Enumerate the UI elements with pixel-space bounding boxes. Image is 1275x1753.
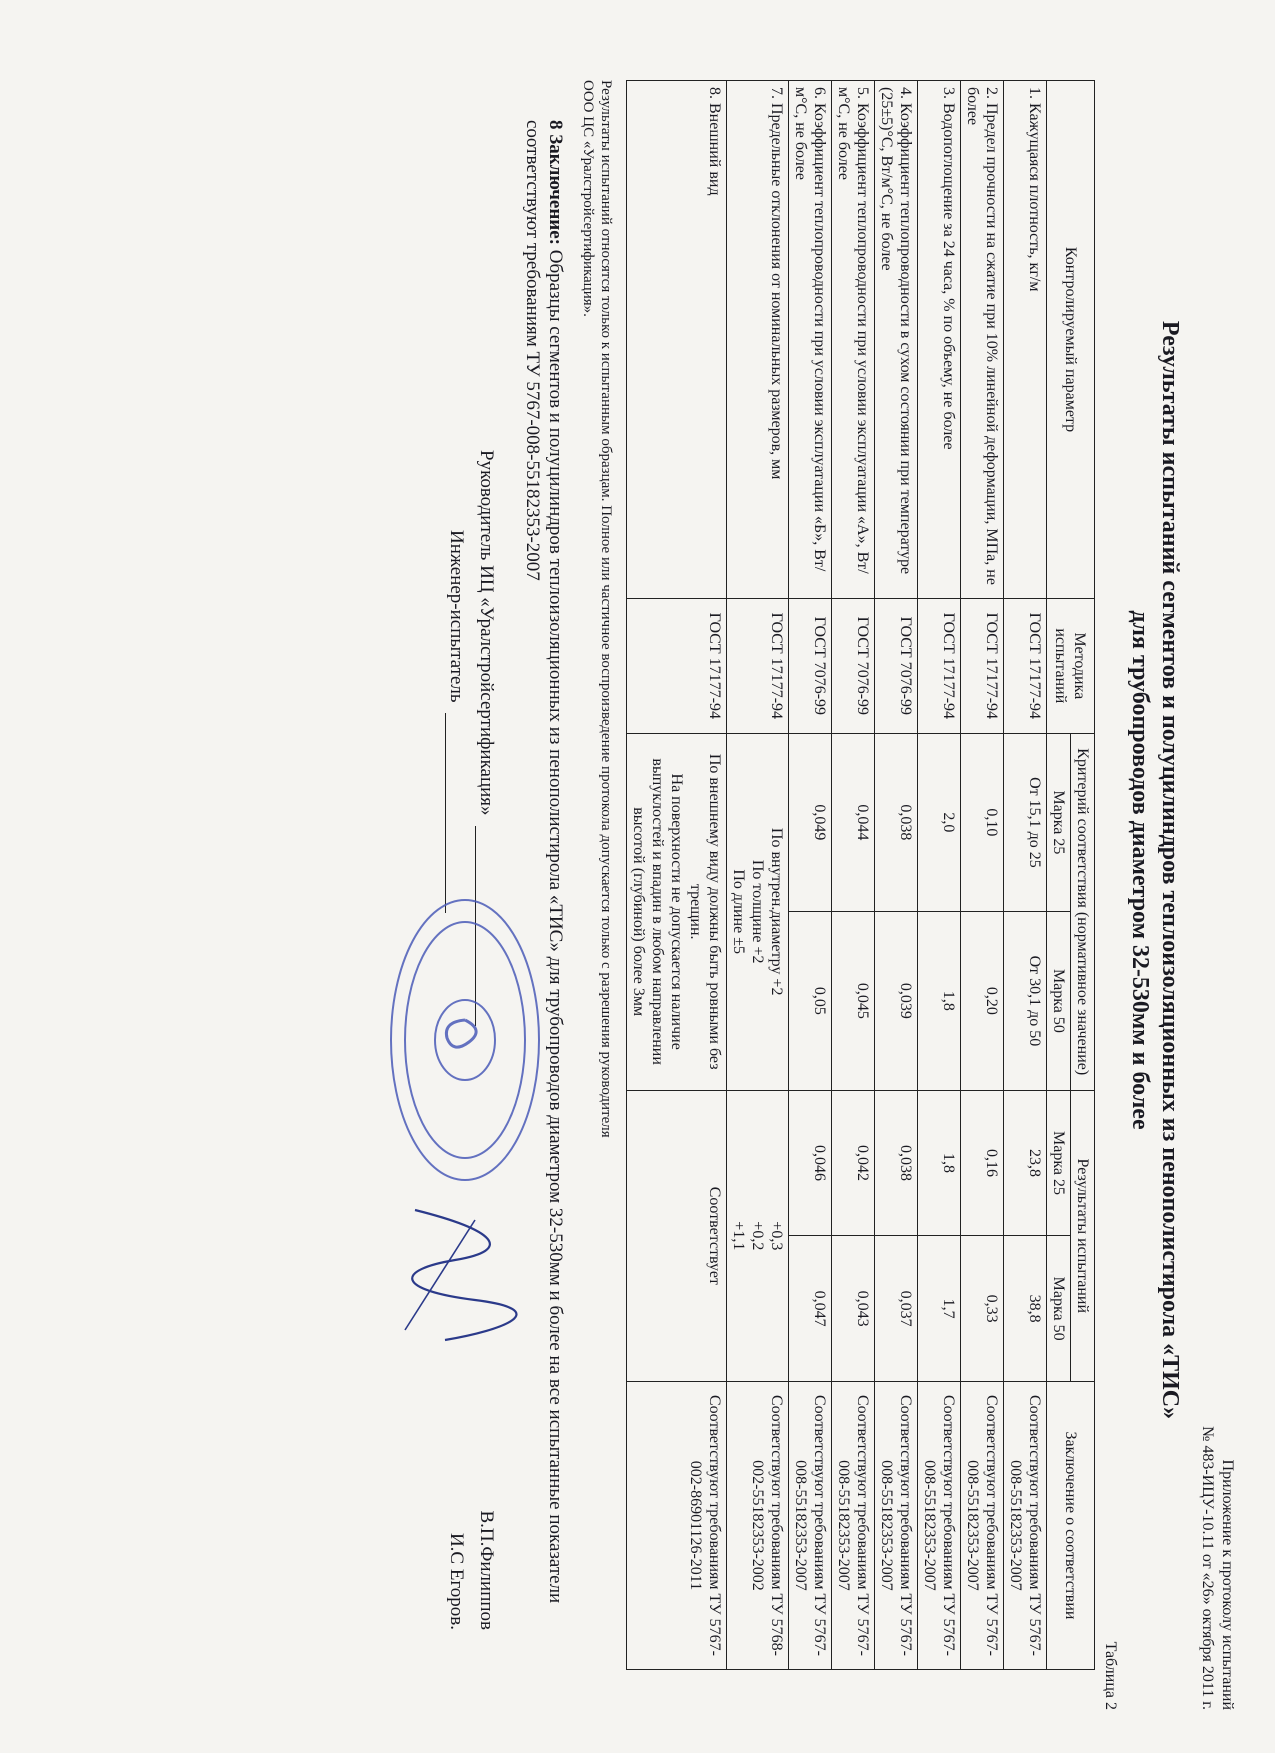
cell-param: 6. Коэффициент теплопроводности при условии эксплуатации «Б», Вт/м°С, не более xyxy=(789,81,832,599)
cell-method: ГОСТ 7076-99 xyxy=(832,598,875,733)
handwritten-signature xyxy=(385,1190,535,1350)
cell-res-m25: 0,046 xyxy=(789,1090,832,1236)
header-conclusion: Заключение о соответствии xyxy=(1047,1381,1095,1669)
engineer-name: И.С Егоров. xyxy=(446,1532,467,1630)
subheader-crit-m25: Марка 25 xyxy=(1047,733,1071,912)
header-criterion: Критерий соответствия (нормативное значение) xyxy=(1071,733,1095,1090)
cell-crit-m25: 0,038 xyxy=(875,733,918,912)
cell-crit-m50: От 30,1 до 50 xyxy=(1004,912,1047,1091)
cell-crit-m25: От 15,1 до 25 xyxy=(1004,733,1047,912)
cell-method: ГОСТ 17177-94 xyxy=(1004,598,1047,733)
table-row xyxy=(789,81,832,1670)
cell-crit-m50: 0,20 xyxy=(961,912,1004,1091)
cell-crit-m25: 0,044 xyxy=(832,733,875,912)
cell-conclusion: Соответствуют требованиям ТУ 5767-008-55182353-2007 xyxy=(789,1381,832,1669)
cell-method: ГОСТ 17177-94 xyxy=(961,598,1004,733)
cell-crit-m50: 0,039 xyxy=(875,912,918,1091)
cell-crit-m25: 0,10 xyxy=(961,733,1004,912)
table-header-row xyxy=(1071,81,1095,1670)
table-body xyxy=(627,81,1047,1670)
subheader-res-m25: Марка 25 xyxy=(1047,1090,1071,1236)
cell-conclusion: Соответствуют требованиям ТУ 5767-008-55182353-2007 xyxy=(1004,1381,1047,1669)
cell-res-m25: 1,8 xyxy=(918,1090,961,1236)
cell-res-m50: 0,043 xyxy=(832,1236,875,1382)
cell-crit-m50: 1,8 xyxy=(918,912,961,1091)
cell-result: +0,3 +0,2 +1,1 xyxy=(727,1090,789,1381)
cell-conclusion: Соответствуют требованиям ТУ 5767-008-55182353-2007 xyxy=(961,1381,1004,1669)
cell-method: ГОСТ 7076-99 xyxy=(789,598,832,733)
cell-crit-m25: 2,0 xyxy=(918,733,961,912)
table-label: Таблица 2 xyxy=(1102,1641,1119,1710)
cell-res-m50: 38,8 xyxy=(1004,1236,1047,1382)
cell-crit-m50: 0,05 xyxy=(789,912,832,1091)
cell-result: Соответствует xyxy=(627,1090,727,1381)
appendix-line-2: № 483-ИЦУ-10.11 от «26» октября 2011 г. xyxy=(1199,1426,1216,1710)
cell-conclusion: Соответствуют требованиям ТУ 5767-008-55182353-2007 xyxy=(918,1381,961,1669)
cell-param: 7. Предельные отклонения от номинальных размеров, мм xyxy=(727,81,789,599)
subheader-crit-m50: Марка 50 xyxy=(1047,912,1071,1091)
round-stamp xyxy=(385,890,545,1190)
head-title: Руководитель ИЦ «Уралстройсертификация» xyxy=(476,450,497,816)
cell-param: 4. Коэффициент теплопроводности в сухом состоянии при температуре (25±5)°С, Вт/м°С, не более xyxy=(875,81,918,599)
table-row xyxy=(832,81,875,1670)
cell-res-m25: 23,8 xyxy=(1004,1090,1047,1236)
cell-method: ГОСТ 7076-99 xyxy=(875,598,918,733)
cell-crit-m50: 0,045 xyxy=(832,912,875,1091)
table-row xyxy=(1004,81,1047,1670)
cell-res-m25: 0,042 xyxy=(832,1090,875,1236)
head-name: В.П.Филиппов xyxy=(476,1510,497,1630)
cell-method: ГОСТ 17177-94 xyxy=(727,598,789,733)
cell-param: 8. Внешний вид xyxy=(627,81,727,599)
results-table xyxy=(626,80,1095,1670)
cell-param: 3. Водопоглощение за 24 часа, % по объему, не более xyxy=(918,81,961,599)
title-line-2: для трубопроводов диаметром 32-530мм и более xyxy=(1127,610,1153,1130)
cell-res-m50: 1,7 xyxy=(918,1236,961,1382)
conclusion-text: Образцы сегментов и полуцилиндров теплоизоляционных из пенополистирола «ТИС» для трубопроводов диаметром 32-530мм и более на все испытанные показатели соответствуют требованиям ТУ 5767-008-55182353-2007 xyxy=(522,120,566,1604)
cell-param: 2. Предел прочности на сжатие при 10% линейной деформации, МПа, не более xyxy=(961,81,1004,599)
cell-conclusion: Соответствуют требованиям ТУ 5767-002-86901126-2011 xyxy=(627,1381,727,1669)
cell-conclusion: Соответствуют требованиям ТУ 5767-008-55182353-2007 xyxy=(875,1381,918,1669)
rotated-document xyxy=(25,10,1255,1730)
footnote xyxy=(579,80,615,1670)
appendix-line-1: Приложение к протоколу испытаний xyxy=(1219,1459,1236,1710)
header-results: Результаты испытаний xyxy=(1071,1090,1095,1381)
conclusion-label: 8 Заключение: xyxy=(545,120,566,245)
cell-method: ГОСТ 17177-94 xyxy=(918,598,961,733)
table-row xyxy=(875,81,918,1670)
cell-res-m50: 0,037 xyxy=(875,1236,918,1382)
cell-criterion: По внутрен.диаметру +2 По толщине +2 По длине ±5 xyxy=(727,733,789,1090)
conclusion-paragraph xyxy=(521,120,567,1640)
footnote-line-1: Результаты испытаний относятся только к испытанным образцам. Полное или частичное воспроизведение протокола допускается только с разрешения руководителя xyxy=(598,80,614,1138)
cell-res-m50: 0,33 xyxy=(961,1236,1004,1382)
table-row xyxy=(627,81,727,1670)
engineer-sign-blank xyxy=(445,713,446,913)
cell-res-m25: 0,16 xyxy=(961,1090,1004,1236)
cell-param: 5. Коэффициент теплопроводности при условии эксплуатации «А», Вт/м°С, не более xyxy=(832,81,875,599)
header-param: Контролируемый параметр xyxy=(1047,81,1095,599)
cell-criterion: По внешнему виду должны быть ровными без трещин. На поверхности не допускается наличие выпуклостей и впадин в любом направлении высотой (глубиной) более 3мм xyxy=(627,733,727,1090)
table-row xyxy=(918,81,961,1670)
cell-param: 1. Кажущаяся плотность, кг/м xyxy=(1004,81,1047,599)
cell-conclusion: Соответствуют требованиям ТУ 5767-008-55182353-2007 xyxy=(832,1381,875,1669)
appendix-reference xyxy=(1197,1426,1237,1710)
cell-res-m50: 0,047 xyxy=(789,1236,832,1382)
stamp-rings xyxy=(391,900,539,1180)
engineer-title: Инженер-испытатель xyxy=(446,530,467,703)
table-row xyxy=(961,81,1004,1670)
cell-crit-m25: 0,049 xyxy=(789,733,832,912)
table-row xyxy=(727,81,789,1670)
subheader-res-m50: Марка 50 xyxy=(1047,1236,1071,1382)
title-line-1: Результаты испытаний сегментов и полуцилиндров теплоизоляционных из пенополистирола «ТИС» xyxy=(1157,320,1183,1420)
header-method: Методика испытаний xyxy=(1047,598,1095,733)
footnote-line-2: ООО ЦС «Уралстройсертификация». xyxy=(580,80,596,317)
document-title xyxy=(1125,10,1185,1730)
cell-method: ГОСТ 17177-94 xyxy=(627,598,727,733)
cell-res-m25: 0,038 xyxy=(875,1090,918,1236)
cell-conclusion: Соответствуют требованиям ТУ 5768-002-55182353-2002 xyxy=(727,1381,789,1669)
